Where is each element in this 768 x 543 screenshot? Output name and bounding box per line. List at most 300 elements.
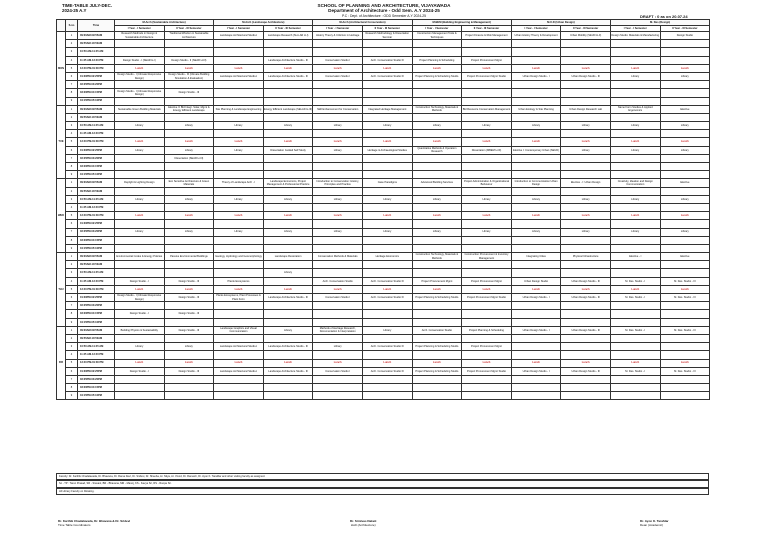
schedule-cell: Library — [362, 228, 412, 236]
schedule-cell: Lunch — [313, 359, 363, 367]
schedule-cell — [164, 318, 214, 326]
schedule-cell — [462, 302, 512, 310]
schedule-cell: Library — [313, 343, 363, 351]
schedule-cell: Arch. Conservation Studio III — [362, 367, 412, 375]
schedule-cell: Lunch — [412, 285, 462, 293]
schedule-cell — [660, 318, 710, 326]
schedule-cell — [561, 310, 611, 318]
schedule-cell — [511, 343, 561, 351]
schedule-cell — [511, 154, 561, 162]
schedule-cell — [610, 113, 660, 121]
serial-number: 5 — [66, 212, 78, 220]
schedule-cell — [263, 244, 313, 252]
serial-number: 9 — [66, 244, 78, 252]
schedule-cell — [214, 48, 264, 56]
schedule-cell — [263, 203, 313, 211]
schedule-cell — [115, 48, 165, 56]
schedule-cell — [313, 310, 363, 318]
schedule-cell — [610, 302, 660, 310]
schedule-cell — [214, 375, 264, 383]
schedule-cell — [462, 236, 512, 244]
schedule-cell: Lunch — [660, 212, 710, 220]
schedule-cell — [412, 97, 462, 105]
schedule-cell: Urban Design Studio - III — [561, 72, 611, 80]
schedule-cell — [164, 220, 214, 228]
schedule-cell: Lunch — [462, 285, 512, 293]
day-header — [57, 20, 66, 32]
schedule-cell: Design Studio - I (Climate Responsive Design) — [115, 89, 165, 97]
schedule-cell — [412, 187, 462, 195]
schedule-cell — [511, 351, 561, 359]
schedule-cell — [660, 81, 710, 89]
schedule-cell: Lunch — [214, 212, 264, 220]
schedule-cell: Library — [263, 269, 313, 277]
schedule-cell: Introduction to Communication Urban Design — [511, 179, 561, 187]
schedule-cell: Design Studio - III — [164, 367, 214, 375]
schedule-cell: Library — [313, 195, 363, 203]
schedule-cell — [164, 187, 214, 195]
schedule-cell — [610, 40, 660, 48]
schedule-cell: M. Des. Studio - III — [660, 294, 710, 302]
abbreviation-note: Sc - TP : Tarun Prasad, SR - Sravani, BR - Bhavana, MR - Manoj, KS - Kavya Sri, RS - Roopa Sri. — [56, 480, 709, 487]
schedule-cell: Lunch — [362, 359, 412, 367]
timetable-label-line1: TIME-TABLE JULY-DEC. — [62, 3, 113, 8]
schedule-cell — [561, 261, 611, 269]
schedule-cell — [115, 318, 165, 326]
table-row — [57, 72, 710, 80]
schedule-cell — [263, 89, 313, 97]
schedule-cell: Library — [561, 195, 611, 203]
schedule-cell: Urban Design Studio - III — [561, 326, 611, 334]
schedule-cell — [660, 48, 710, 56]
signature-coordinators — [58, 520, 130, 528]
schedule-cell — [164, 392, 214, 400]
schedule-cell — [362, 203, 412, 211]
schedule-cell — [462, 154, 512, 162]
year-header: II Year - III Semester — [561, 26, 611, 32]
table-row — [57, 163, 710, 171]
schedule-cell — [263, 302, 313, 310]
schedule-cell: Elective II: Bld Integr. Solar, Mgmt & Energy Efficient Landscape — [164, 105, 214, 113]
schedule-cell — [263, 97, 313, 105]
schedule-cell — [511, 236, 561, 244]
schedule-cell — [263, 187, 313, 195]
schedule-cell: Plants Ecosystems, Plant Processes & Plant Form — [214, 294, 264, 302]
schedule-cell — [115, 384, 165, 392]
schedule-cell: Library — [362, 195, 412, 203]
schedule-cell — [412, 261, 462, 269]
table-row — [57, 367, 710, 375]
s-no-header: S.no — [66, 20, 78, 32]
schedule-cell: Library — [610, 195, 660, 203]
time-header: Time — [78, 20, 115, 32]
schedule-cell — [660, 203, 710, 211]
schedule-cell: Project Planning & Scheduling Studio — [412, 367, 462, 375]
schedule-cell — [610, 81, 660, 89]
schedule-cell — [462, 269, 512, 277]
schedule-cell: Urban Design Studio - I — [511, 367, 561, 375]
schedule-cell: Daylight & Lighting Design — [115, 179, 165, 187]
schedule-cell: Library — [610, 146, 660, 154]
schedule-cell — [561, 187, 611, 195]
schedule-cell: Skill Enhancement for Conservation — [313, 105, 363, 113]
schedule-cell: Construction Management Tools & Techniques — [412, 32, 462, 40]
schedule-cell — [561, 130, 611, 138]
schedule-cell — [610, 220, 660, 228]
schedule-cell — [610, 310, 660, 318]
schedule-cell — [610, 171, 660, 179]
schedule-cell — [214, 171, 264, 179]
table-row — [57, 384, 710, 392]
schedule-cell — [115, 351, 165, 359]
schedule-cell — [263, 351, 313, 359]
serial-number: 2 — [66, 261, 78, 269]
signature-role: HoD (Architecture) — [350, 522, 376, 527]
schedule-cell: Case Paradigms — [362, 179, 412, 187]
schedule-cell — [561, 203, 611, 211]
group-header: M. Des (Design) — [610, 20, 709, 26]
schedule-cell: Landscape Architecture Studio - III — [263, 294, 313, 302]
schedule-cell: Library — [660, 122, 710, 130]
schedule-cell — [561, 302, 611, 310]
schedule-cell: Library — [610, 72, 660, 80]
schedule-cell — [313, 261, 363, 269]
table-row — [57, 220, 710, 228]
schedule-cell: Lunch — [164, 285, 214, 293]
serial-number: 9 — [66, 97, 78, 105]
time-slot: 11:45 AM-12:40 PM — [78, 277, 115, 285]
schedule-cell — [313, 302, 363, 310]
schedule-cell — [214, 384, 264, 392]
schedule-cell: Physical Infrastructure — [561, 253, 611, 261]
schedule-cell: Passive Environmental Buildings — [164, 253, 214, 261]
schedule-cell: Lunch — [561, 138, 611, 146]
schedule-cell: Construction Procurement & Inventory Management — [462, 253, 512, 261]
schedule-cell — [164, 351, 214, 359]
serial-number: 7 — [66, 81, 78, 89]
time-slot: 12:40 PM-01:30 PM — [78, 138, 115, 146]
schedule-cell: Energy Efficient Landscape (SELAD H-III) — [263, 105, 313, 113]
schedule-cell: Conservation Studio I — [313, 367, 363, 375]
schedule-cell — [263, 334, 313, 342]
schedule-cell — [164, 375, 214, 383]
serial-number: 7 — [66, 154, 78, 162]
schedule-cell: Elective I: Contemporary Urban (SEUD) — [511, 146, 561, 154]
schedule-cell — [412, 40, 462, 48]
schedule-cell: Library — [660, 146, 710, 154]
year-header: I Year - I Semester — [412, 26, 462, 32]
schedule-cell: Design Studio - I — [115, 277, 165, 285]
schedule-cell — [511, 81, 561, 89]
schedule-cell — [610, 375, 660, 383]
schedule-cell: Landscape Architectural Studio-I — [214, 367, 264, 375]
schedule-cell: Library — [610, 122, 660, 130]
schedule-cell: Library — [412, 195, 462, 203]
schedule-cell — [313, 220, 363, 228]
timetable-label-line2: 2024-25 A.Y — [62, 8, 87, 13]
serial-number: 6 — [66, 367, 78, 375]
schedule-cell — [115, 236, 165, 244]
serial-number: 7 — [66, 228, 78, 236]
schedule-cell — [313, 236, 363, 244]
schedule-cell — [511, 261, 561, 269]
schedule-cell — [362, 220, 412, 228]
schedule-cell — [511, 89, 561, 97]
signature-role: Time Table Coordinators — [58, 522, 91, 527]
schedule-cell: Urban Design Studio - I — [511, 326, 561, 334]
schedule-cell: Lunch — [115, 212, 165, 220]
schedule-cell: Lunch — [313, 285, 363, 293]
schedule-cell — [164, 171, 214, 179]
schedule-cell — [561, 375, 611, 383]
table-row — [57, 195, 710, 203]
schedule-cell — [561, 384, 611, 392]
schedule-cell — [660, 392, 710, 400]
table-row — [57, 122, 710, 130]
schedule-cell — [214, 130, 264, 138]
schedule-cell — [214, 220, 264, 228]
schedule-cell: Lunch — [660, 359, 710, 367]
schedule-cell: Urban Mobility (SEUD H-II) — [561, 32, 611, 40]
schedule-cell: Project Planning & Scheduling Studio — [412, 343, 462, 351]
schedule-cell: Library — [164, 228, 214, 236]
schedule-cell — [115, 269, 165, 277]
schedule-cell — [462, 97, 512, 105]
library-note: All Library Faculty on Rotating. — [56, 488, 709, 495]
schedule-cell: Lunch — [660, 138, 710, 146]
schedule-cell: Library — [511, 228, 561, 236]
schedule-cell: Library — [214, 228, 264, 236]
schedule-cell: Lunch — [462, 64, 512, 72]
schedule-cell: Library — [313, 228, 363, 236]
schedule-cell — [263, 220, 313, 228]
schedule-cell: Library — [115, 228, 165, 236]
schedule-cell: Design Studio - III — [164, 89, 214, 97]
schedule-cell — [164, 302, 214, 310]
time-slot: 12:40 PM-01:30 PM — [78, 212, 115, 220]
time-slot: 12:40 PM-01:30 PM — [78, 285, 115, 293]
schedule-cell — [313, 375, 363, 383]
schedule-cell — [511, 113, 561, 121]
day-label: TUE — [57, 105, 66, 179]
schedule-cell: Project Procurement Mgmt Studio — [462, 72, 512, 80]
schedule-cell — [412, 48, 462, 56]
table-row — [57, 351, 710, 359]
schedule-cell — [263, 261, 313, 269]
schedule-cell: Research Methods in Design & Sustainable Architecture — [115, 32, 165, 40]
schedule-cell — [610, 97, 660, 105]
schedule-cell — [362, 318, 412, 326]
schedule-cell — [660, 97, 710, 105]
serial-number: 2 — [66, 187, 78, 195]
table-row — [57, 56, 710, 64]
schedule-cell — [561, 113, 611, 121]
table-row — [57, 375, 710, 383]
schedule-cell: Lunch — [610, 138, 660, 146]
schedule-cell: Project Procurement Mgmt Studio — [462, 367, 512, 375]
table-row — [57, 310, 710, 318]
year-header: I Year - I Semester — [313, 26, 363, 32]
schedule-cell — [362, 81, 412, 89]
schedule-cell — [263, 236, 313, 244]
schedule-cell — [164, 384, 214, 392]
schedule-cell: Integrating Cities — [511, 253, 561, 261]
schedule-cell: Library — [263, 122, 313, 130]
schedule-cell — [115, 375, 165, 383]
schedule-cell: Library — [462, 195, 512, 203]
schedule-cell: Lunch — [164, 138, 214, 146]
schedule-cell — [561, 334, 611, 342]
time-slot: 11:45 AM-12:40 PM — [78, 203, 115, 211]
schedule-cell — [115, 261, 165, 269]
schedule-cell: Methods of Heritage Research, Documentation & Interpretation — [313, 326, 363, 334]
time-slot: 10:50 AM-11:45 AM — [78, 122, 115, 130]
schedule-cell — [412, 113, 462, 121]
serial-number: 1 — [66, 326, 78, 334]
schedule-cell: Project Procurement Mgmt Studio — [462, 294, 512, 302]
schedule-cell: Urban Design Studio - I — [511, 72, 561, 80]
schedule-cell — [511, 318, 561, 326]
schedule-cell: Advanced Building Services — [412, 179, 462, 187]
schedule-cell: Library — [214, 195, 264, 203]
table-row — [57, 277, 710, 285]
schedule-cell: Arch. Conservation Studio III — [362, 294, 412, 302]
schedule-cell: Lunch — [412, 138, 462, 146]
schedule-cell — [660, 310, 710, 318]
schedule-cell — [214, 310, 264, 318]
schedule-cell: Elective - I: Urban Design — [561, 179, 611, 187]
serial-number: 3 — [66, 122, 78, 130]
schedule-cell: Lunch — [313, 212, 363, 220]
time-slot: 04:15PM-05:10PM — [78, 392, 115, 400]
time-slot: 11:45 AM-12:40 PM — [78, 351, 115, 359]
schedule-cell — [511, 334, 561, 342]
schedule-cell: Lunch — [115, 64, 165, 72]
schedule-cell — [610, 269, 660, 277]
serial-number: 4 — [66, 351, 78, 359]
schedule-cell: Design Studio - I (Climate Responsive Design) — [115, 294, 165, 302]
schedule-cell — [511, 40, 561, 48]
schedule-cell — [511, 203, 561, 211]
schedule-cell — [660, 171, 710, 179]
schedule-cell — [362, 310, 412, 318]
schedule-cell: M. Des. Studio - I — [610, 367, 660, 375]
schedule-cell: Elective — [660, 105, 710, 113]
schedule-cell — [412, 310, 462, 318]
schedule-cell — [610, 203, 660, 211]
schedule-cell — [561, 56, 611, 64]
schedule-cell — [313, 130, 363, 138]
time-slot: 09:00AM-09:55AM — [78, 105, 115, 113]
schedule-cell: Lunch — [511, 212, 561, 220]
schedule-cell — [462, 203, 512, 211]
time-slot: 09:55AM-10:50AM — [78, 40, 115, 48]
schedule-cell: Library — [660, 228, 710, 236]
schedule-cell: Project Procurement Mgmt — [462, 56, 512, 64]
schedule-cell — [610, 334, 660, 342]
schedule-cell — [462, 392, 512, 400]
schedule-cell — [412, 392, 462, 400]
schedule-cell: Library — [115, 122, 165, 130]
schedule-cell: Lunch — [362, 285, 412, 293]
schedule-cell — [362, 89, 412, 97]
year-header: II Year - III Semester — [462, 26, 512, 32]
schedule-cell: Theory of Landscape Arch - I — [214, 179, 264, 187]
schedule-cell — [610, 56, 660, 64]
time-slot: 04:15PM-05:10PM — [78, 318, 115, 326]
schedule-cell — [115, 302, 165, 310]
year-header: II Year - III Semester — [263, 26, 313, 32]
timetable-table — [56, 19, 710, 400]
group-header: M.Arch (Architectural Conservation) — [313, 20, 412, 26]
schedule-cell: Library — [511, 122, 561, 130]
schedule-cell: Library — [263, 195, 313, 203]
schedule-cell — [164, 269, 214, 277]
schedule-cell — [412, 220, 462, 228]
time-slot: 03:20PM-04:15PM — [78, 236, 115, 244]
schedule-cell — [462, 187, 512, 195]
schedule-cell — [511, 130, 561, 138]
serial-number: 6 — [66, 294, 78, 302]
schedule-cell: Lunch — [313, 138, 363, 146]
schedule-cell — [115, 81, 165, 89]
schedule-cell — [263, 392, 313, 400]
serial-number: 6 — [66, 146, 78, 154]
schedule-cell — [610, 392, 660, 400]
schedule-cell: Project Finance & Risk Management — [462, 32, 512, 40]
time-slot: 02:25PM-03:20PM — [78, 375, 115, 383]
serial-number: 1 — [66, 32, 78, 40]
schedule-cell — [362, 130, 412, 138]
schedule-cell — [362, 351, 412, 359]
schedule-cell — [412, 154, 462, 162]
schedule-cell — [115, 171, 165, 179]
schedule-cell: Bld Resource Conservation Management — [462, 105, 512, 113]
schedule-cell: Landscape Economics, Project Management & Professional Practice — [263, 179, 313, 187]
schedule-cell: Landscape Architecture Studio - III — [263, 343, 313, 351]
schedule-cell — [115, 113, 165, 121]
serial-number: 3 — [66, 48, 78, 56]
schedule-cell: Lunch — [214, 64, 264, 72]
schedule-cell: Library — [561, 122, 611, 130]
group-header: M.BEM (Building Engineering & Management) — [412, 20, 511, 26]
schedule-cell — [313, 392, 363, 400]
schedule-cell: Lunch — [115, 138, 165, 146]
schedule-cell — [610, 261, 660, 269]
schedule-cell — [313, 244, 363, 252]
schedule-cell — [263, 384, 313, 392]
schedule-cell — [412, 130, 462, 138]
schedule-cell — [462, 220, 512, 228]
schedule-cell — [214, 113, 264, 121]
schedule-cell: Lunch — [412, 359, 462, 367]
schedule-cell: Design Studio - II (SEAR H-III) — [164, 56, 214, 64]
time-slot: 03:20PM-04:15PM — [78, 310, 115, 318]
schedule-cell — [115, 187, 165, 195]
schedule-cell — [313, 187, 363, 195]
schedule-cell: Lunch — [610, 285, 660, 293]
schedule-cell — [660, 56, 710, 64]
schedule-cell: M. Des. Studio - III — [660, 367, 710, 375]
serial-number: 3 — [66, 195, 78, 203]
schedule-cell — [610, 318, 660, 326]
schedule-cell — [115, 154, 165, 162]
schedule-cell: Geology, Hydrology and Geomorphology — [214, 253, 264, 261]
schedule-cell: Library — [561, 146, 611, 154]
schedule-cell: Urban Design Studio - III — [561, 277, 611, 285]
schedule-cell: Library — [313, 122, 363, 130]
schedule-cell: Lunch — [511, 138, 561, 146]
